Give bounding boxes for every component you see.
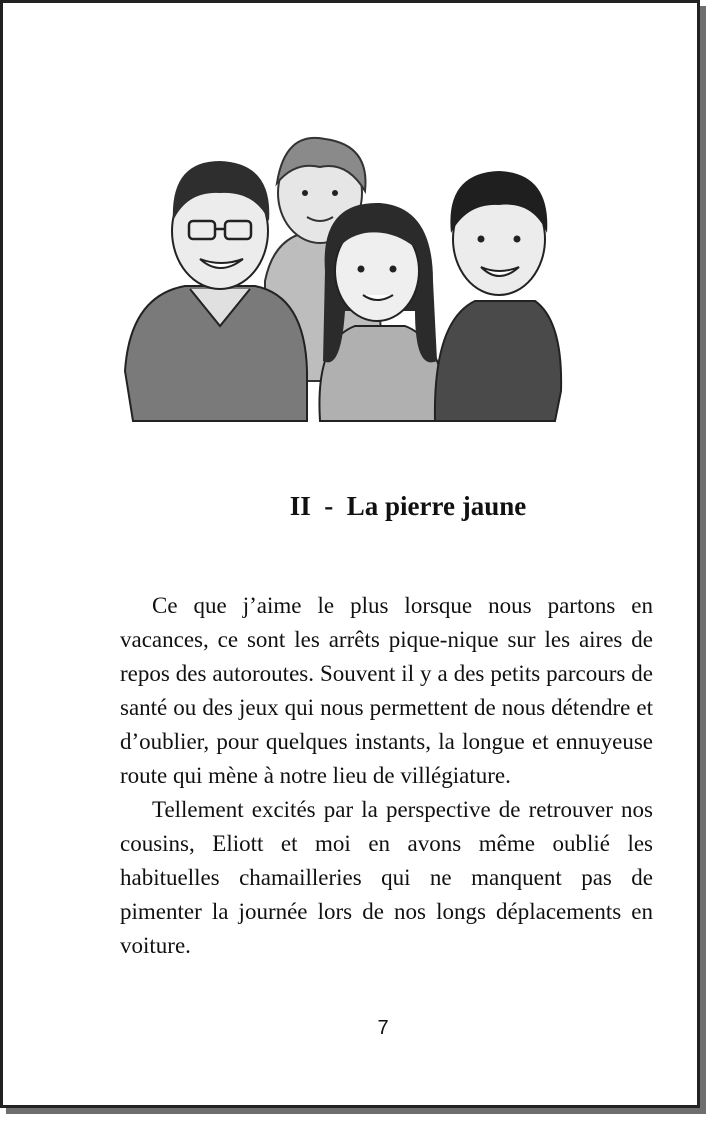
paragraph: Ce que j’aime le plus lorsque nous partons en vacances, ce sont les arrêts pique-nique sur les aires de repos des autoroutes. Souvent il y a des petits parcours de santé ou des jeux qui nous permettent de nous détendre et d’oublier, pour quelques instants, la longue et ennuyeuse route qui mène à notre lieu de villégiature. [120, 593, 653, 788]
chapter-title: II - La pierre jaune [289, 491, 527, 521]
four-children-illustration [115, 121, 565, 431]
girl-figure [319, 203, 447, 421]
page-number: 7 [377, 1017, 389, 1039]
body-text [120, 589, 653, 963]
paragraph: Tellement excités par la perspective de retrouver nos cousins, Eliott et moi en avons même oublié les habituelles chamailleries qui ne manquent pas de pimenter la journée lors de nos longs déplacements en voiture. [120, 797, 653, 958]
boy-right-figure [435, 171, 561, 421]
